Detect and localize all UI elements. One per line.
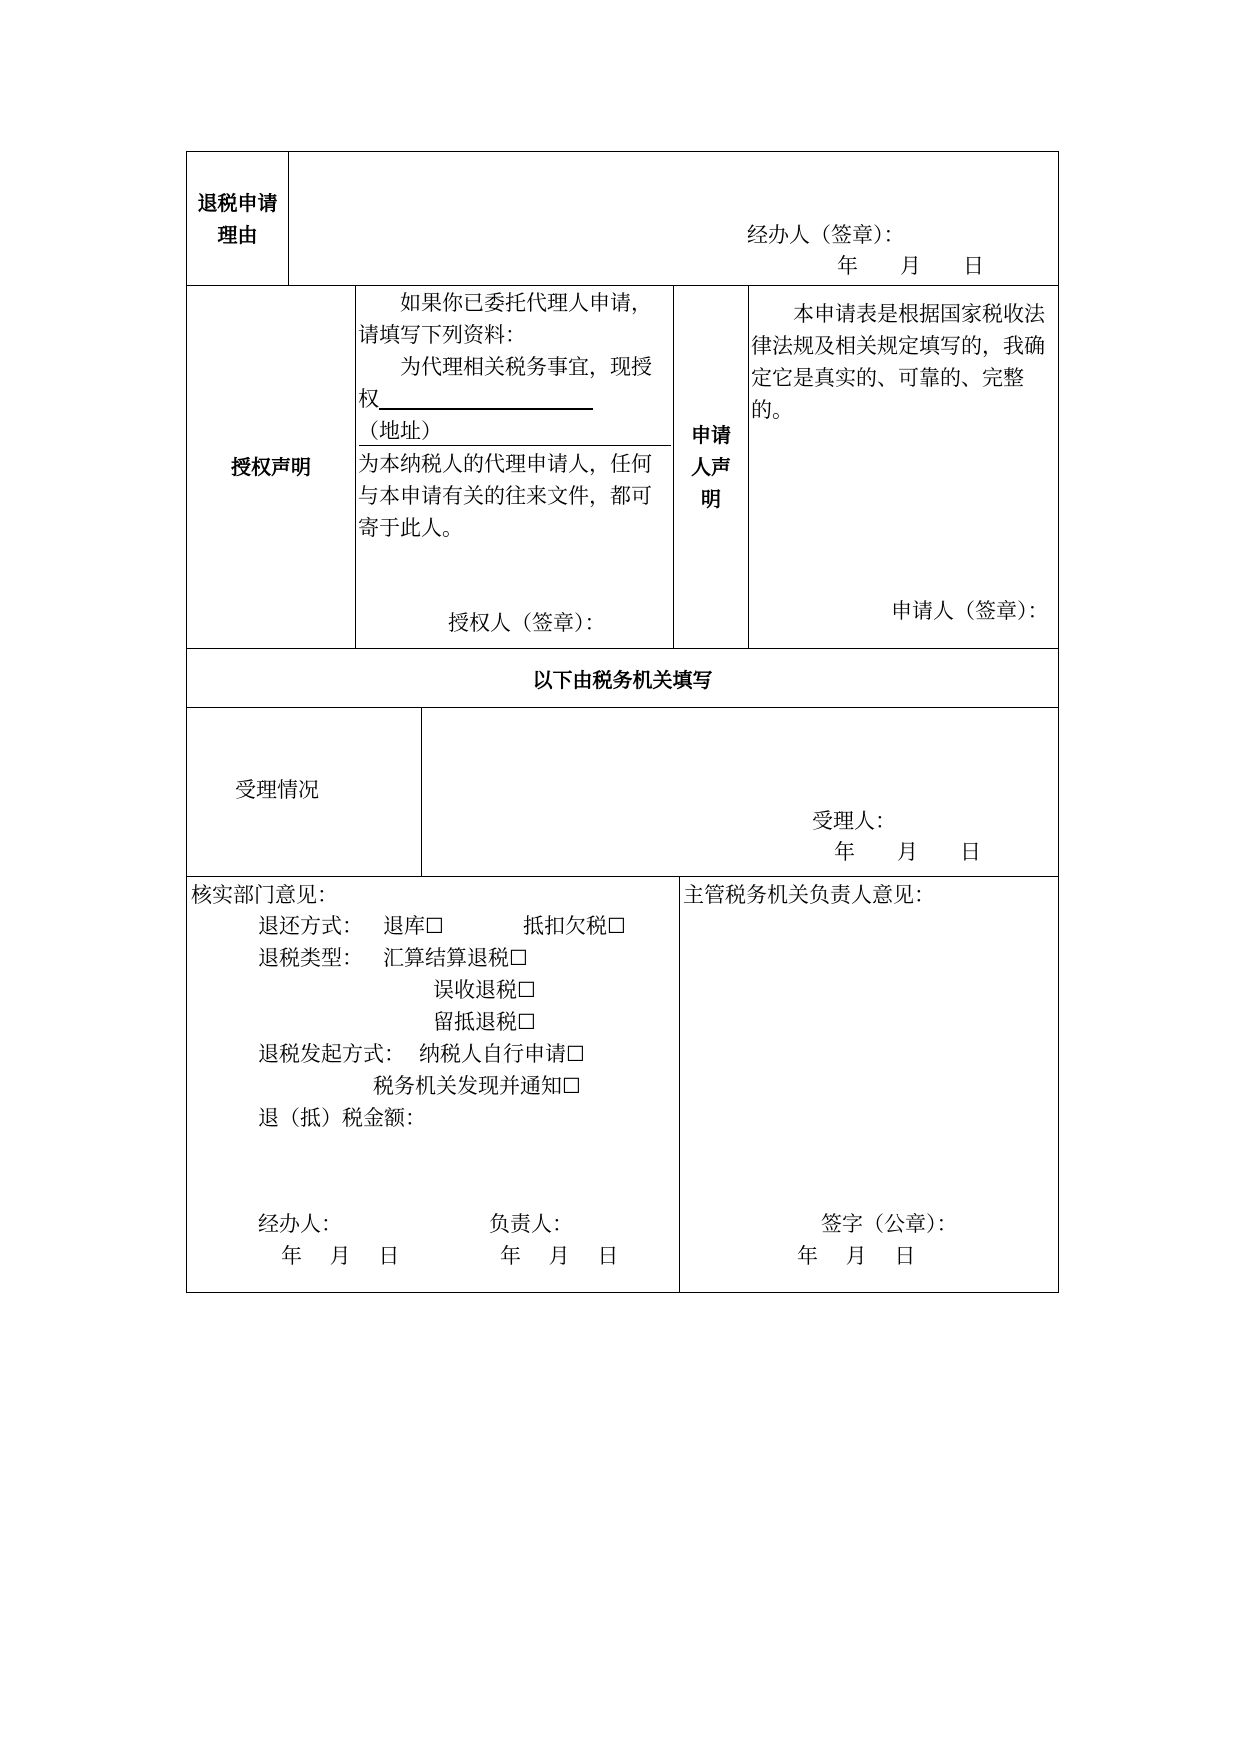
verify-handler-date: 年 月 日 xyxy=(281,1244,400,1268)
agent-name-field[interactable] xyxy=(379,386,593,410)
tax-authority-header: 以下由税务机关填写 xyxy=(532,667,713,692)
address-line[interactable] xyxy=(359,445,671,446)
divider xyxy=(748,285,749,648)
refund-application-form xyxy=(186,151,1059,1293)
applicant-declaration-label: 申请人声明 xyxy=(691,423,731,511)
receiver-label: 受理人： xyxy=(812,809,896,833)
authorization-label: 授权声明 xyxy=(231,455,311,479)
authorizer-signature-label: 授权人（签章）： xyxy=(448,611,606,635)
director-opinion-field[interactable] xyxy=(680,912,1058,1202)
refund-option-treasury[interactable]: 退库☐ xyxy=(383,914,444,938)
handler-signature-label: 经办人（签章）： xyxy=(747,223,905,247)
type-option-mistaken[interactable]: 误收退税☐ xyxy=(433,978,536,1002)
init-option-authority[interactable]: 税务机关发现并通知☐ xyxy=(373,1074,581,1098)
director-sign-label: 签字（公章）： xyxy=(821,1212,958,1236)
refund-method-label: 退还方式： xyxy=(258,914,363,938)
authorization-intro: 如果你已委托代理人申请，请填写下列资料： xyxy=(358,291,652,347)
refund-reason-label: 退税申请理由 xyxy=(197,190,278,247)
verify-handler-label: 经办人： xyxy=(258,1212,342,1236)
director-date: 年 月 日 xyxy=(797,1244,916,1268)
type-option-settlement[interactable]: 汇算结算退税☐ xyxy=(383,946,528,970)
init-option-self[interactable]: 纳税人自行申请☐ xyxy=(419,1042,585,1066)
divider xyxy=(187,876,1058,877)
authorization-scope: 为本纳税人的代理申请人，任何与本申请有关的往来文件，都可寄于此人。 xyxy=(358,452,652,540)
acceptance-label: 受理情况 xyxy=(235,778,319,802)
authorization-grant: 为代理相关税务事宜，现授权（地址） xyxy=(358,355,652,443)
refund-amount-label: 退（抵）税金额： xyxy=(258,1106,426,1130)
verify-leader-date: 年 月 日 xyxy=(500,1244,619,1268)
verify-leader-label: 负责人： xyxy=(489,1212,573,1236)
refund-option-offset[interactable]: 抵扣欠税☐ xyxy=(523,914,626,938)
receiver-date: 年 月 日 xyxy=(834,840,981,864)
initiation-label: 退税发起方式： xyxy=(258,1042,405,1066)
applicant-signature-label: 申请人（签章）： xyxy=(891,599,1049,623)
applicant-declaration-text: 本申请表是根据国家税收法律法规及相关规定填写的，我确定它是真实的、可靠的、完整的。 xyxy=(751,302,1045,422)
director-title: 主管税务机关负责人意见： xyxy=(683,883,935,907)
divider xyxy=(355,285,356,648)
type-option-retained-credit[interactable]: 留抵退税☐ xyxy=(433,1010,536,1034)
verify-title: 核实部门意见： xyxy=(191,883,338,907)
handler-date: 年 月 日 xyxy=(837,254,984,278)
refund-type-label: 退税类型： xyxy=(258,946,363,970)
